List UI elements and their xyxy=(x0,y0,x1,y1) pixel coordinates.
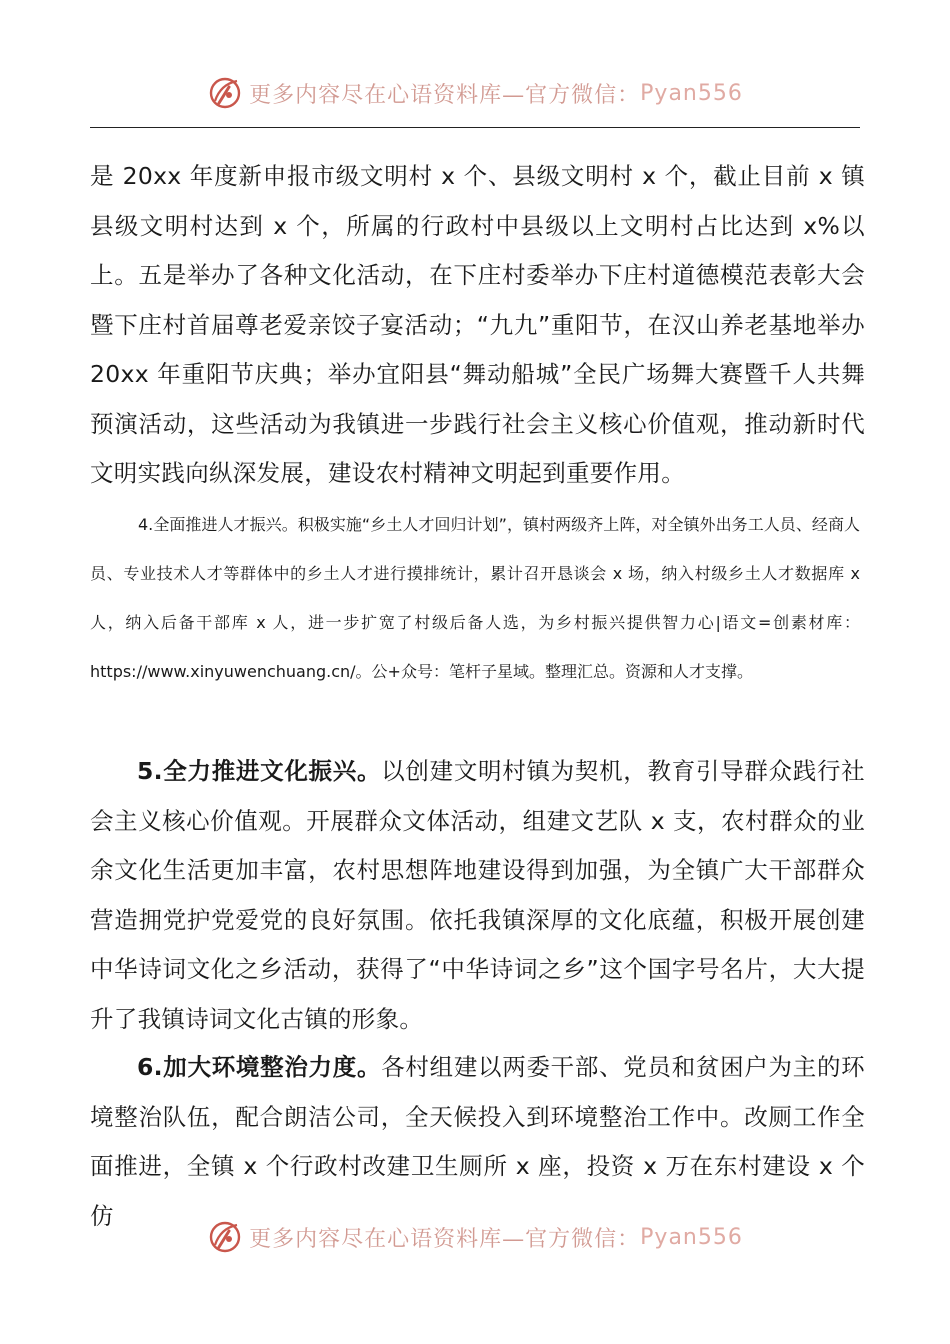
paragraph-culture xyxy=(90,747,865,1044)
header-divider xyxy=(90,127,860,128)
footer-wechat-id: Pyan556 xyxy=(640,1224,743,1250)
footer-banner-text: 更多内容尽在心语资料库—官方微信： xyxy=(249,1226,641,1252)
logo-icon xyxy=(207,1219,243,1255)
header-banner xyxy=(0,68,950,118)
culture-body: 以创建文明村镇为契机，教育引导群众践行社会主义核心价值观。开展群众文体活动，组建文艺队 x 支，农村群众的业余文化生活更加丰富，农村思想阵地建设得到加强，为全镇广大干部群众营造拥党护党爱党的良好氛围。依托我镇深厚的文化底蕴，积极开展创建中华诗词文化之乡活动，获得了“中华诗词之乡”这个国字号名片，大大提升了我镇诗词文化古镇的形象。 xyxy=(90,757,865,1033)
paragraph-talent: 4.全面推进人才振兴。积极实施“乡土人才回归计划”，镇村两级齐上阵，对全镇外出务工人员、经商人员、专业技术人才等群体中的乡土人才进行摸排统计，累计召开恳谈会 x 场，纳入村级乡土人才数据库 x 人，纳入后备干部库 x 人，进一步扩宽了村级后备人选，为乡村振兴提供智力心|语文=创素材库：https://www.xinyuwenchuang.cn/。公+众号：笔杆子星域。整理汇总。资源和人才支撑。 xyxy=(90,515,860,681)
logo-icon xyxy=(207,75,243,111)
header-wechat-id: Pyan556 xyxy=(640,80,743,106)
header-banner-text: 更多内容尽在心语资料库—官方微信： xyxy=(249,82,641,108)
culture-heading: 5.全力推进文化振兴。 xyxy=(137,757,382,785)
paragraph-civilization: 是 20xx 年度新申报市级文明村 x 个、县级文明村 x 个，截止目前 x 镇县级文明村达到 x 个，所属的行政村中县级以上文明村占比达到 x%以上。五是举办了各种文化活动，在下庄村委举办下庄村道德模范表彰大会暨下庄村首届尊老爱亲饺子宴活动；“九九”重阳节，在汉山养老基地举办 20xx 年重阳节庆典；举办宜阳县“舞动船城”全民广场舞大赛暨千人共舞预演活动，这些活动为我镇进一步践行社会主义核心价值观，推动新时代文明实践向纵深发展，建设农村精神文明起到重要作用。 xyxy=(90,162,865,487)
footer-banner xyxy=(0,1212,950,1262)
environment-heading: 6.加大环境整治力度。 xyxy=(137,1053,382,1081)
environment-body: 各村组建以两委干部、党员和贫困户为主的环境整治队伍，配合朗洁公司，全天候投入到环境整治工作中。改厕工作全面推进，全镇 x 个行政村改建卫生厕所 x 座，投资 x 万在东村建设 x 个仿 xyxy=(90,1053,865,1230)
